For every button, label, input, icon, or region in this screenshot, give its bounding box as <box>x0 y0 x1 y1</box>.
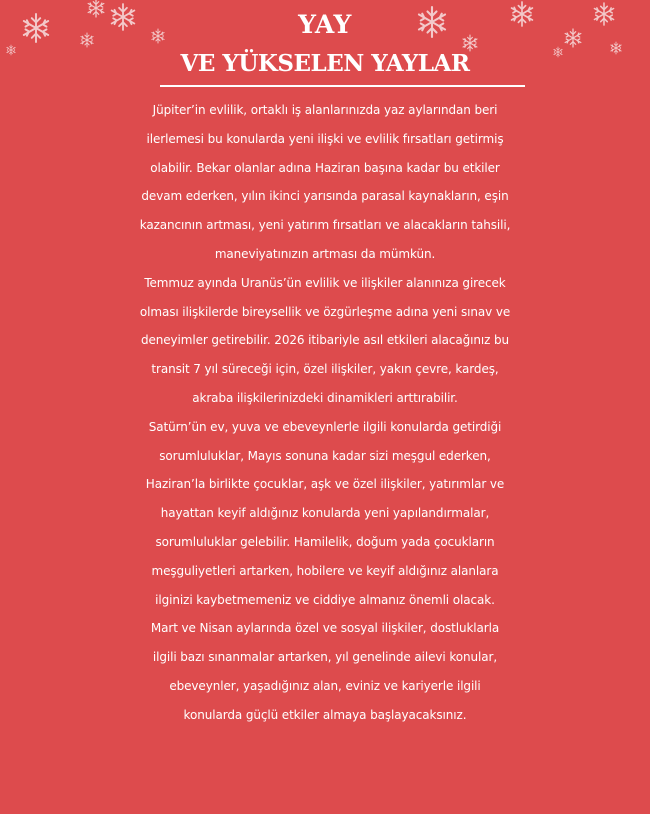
text-line: maneviyatınızın artması da mümkün. <box>214 246 436 261</box>
text-line: Satürn’ün ev, yuva ve ebeveynlerle ilgili konularda getirdiği <box>148 419 502 434</box>
text-line: kazancının artması, yeni yatırım fırsatları ve alacakların tahsili, <box>139 218 511 233</box>
text-line: meşguliyetleri artarken, hobilere ve keyif aldığınız alanlara <box>151 563 499 578</box>
text-line: olabilir. Bekar olanlar adına Haziran başına kadar bu etkiler <box>150 160 500 175</box>
text-line: devam ederken, yılın ikinci yarısında parasal kaynakların, eşin <box>141 189 509 204</box>
title-line-1: YAY <box>298 10 352 39</box>
title-line-2: VE YÜKSELEN YAYLAR <box>180 50 470 77</box>
text-line: sorumluluklar, Mayıs sonuna kadar sizi meşgul ederken, <box>159 448 491 463</box>
text-line: Haziran’la birlikte çocuklar, aşk ve özel ilişkiler, yatırımlar ve <box>145 477 505 492</box>
text-line: ilerlemesi bu konularda yeni ilişki ve evlilik fırsatları getirmiş <box>146 131 504 146</box>
text-line: sorumluluklar gelebilir. Hamilelik, doğum yada çocukların <box>155 534 495 549</box>
text-line: ilgili bazı sınanmalar artarken, yıl genelinde ailevi konular, <box>152 650 498 665</box>
text-line: Jüpiter’in evlilik, ortaklı iş alanlarınızda yaz aylarından beri <box>152 103 498 117</box>
text-line: hayattan keyif aldığınız konularda yeni yapılandırmalar, <box>160 506 490 521</box>
text-line: akraba ilişkilerinizdeki dinamikleri arttırabilir. <box>192 390 458 405</box>
title-underline <box>160 85 525 87</box>
text-line: ilginizi kaybetmemeniz ve ciddiye almanız önemli olacak. <box>155 592 495 607</box>
text-line: olması ilişkilerde bireysellik ve özgürleşme adına yeni sınav ve <box>139 304 511 319</box>
horoscope-text <box>0 96 650 730</box>
text-line: deneyimler getirebilir. 2026 itibariyle asıl etkileri alacağınız bu <box>140 333 510 348</box>
text-line: Temmuz ayında Uranüs’ün evlilik ve ilişkiler alanınıza girecek <box>144 275 506 290</box>
text-line: konularda güçlü etkiler almaya başlayacaksınız. <box>183 707 467 722</box>
text-line: Mart ve Nisan aylarında özel ve sosyal ilişkiler, dostluklarla <box>150 621 500 636</box>
text-line: transit 7 yıl süreceği için, özel ilişkiler, yakın çevre, kardeş, <box>151 362 499 377</box>
text-line: ebeveynler, yaşadığınız alan, eviniz ve kariyerle ilgili <box>169 678 481 693</box>
